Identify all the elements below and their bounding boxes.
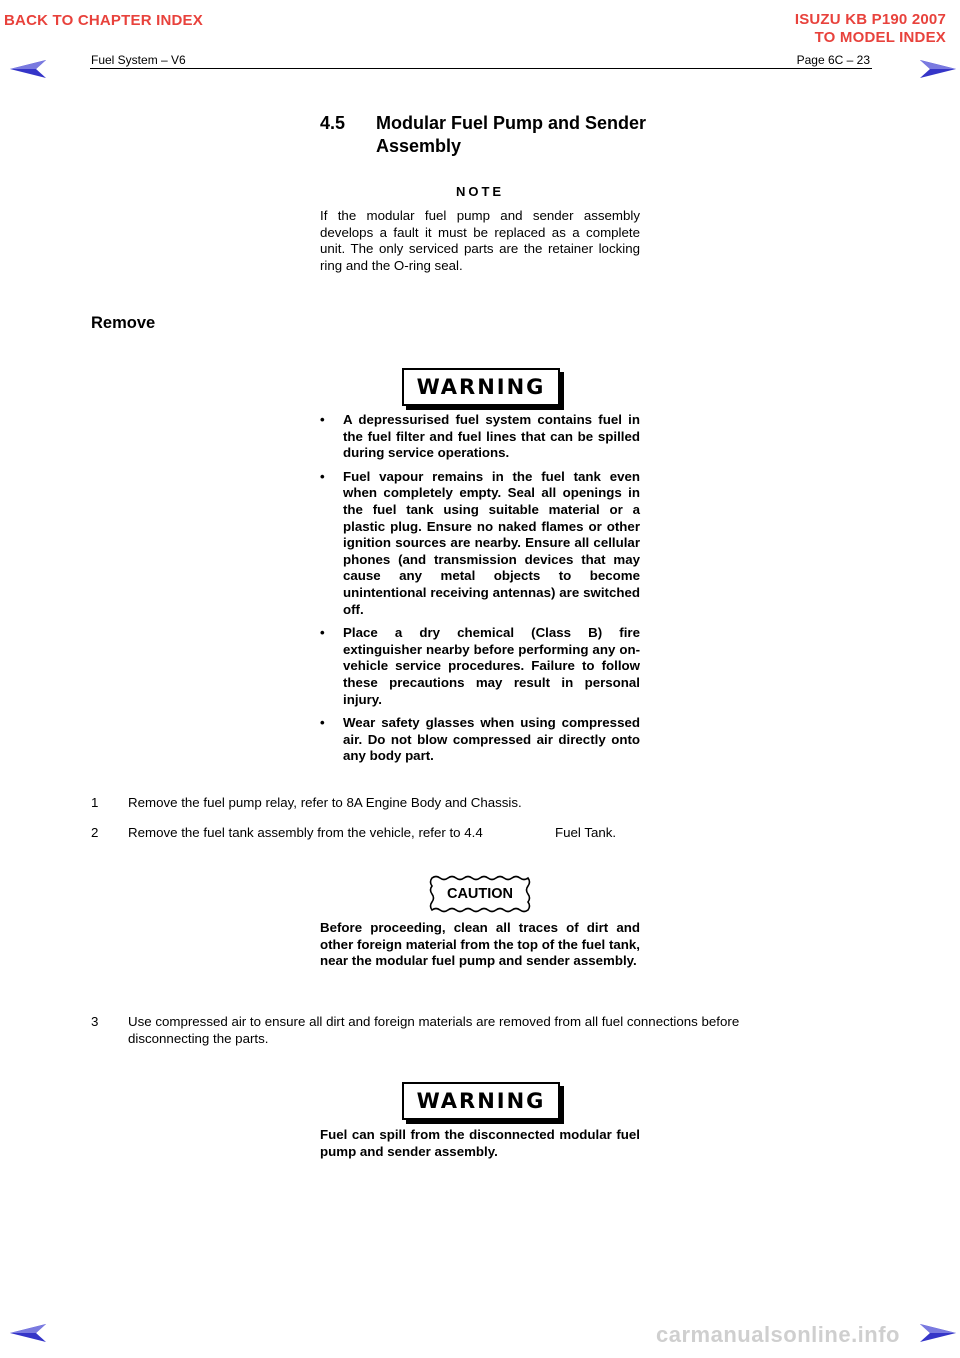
section-title-line2: Assembly xyxy=(376,136,462,156)
step-text xyxy=(128,1013,868,1047)
header-rule xyxy=(90,68,872,69)
step-text-reference: Fuel Tank. xyxy=(555,825,617,840)
section-title-line1: Modular Fuel Pump and Sender xyxy=(376,113,647,133)
model-title: ISUZU KB P190 2007 xyxy=(794,11,946,28)
caution-label: CAUTION xyxy=(446,886,514,902)
back-to-chapter-index-link[interactable]: BACK TO CHAPTER INDEX xyxy=(4,12,203,29)
list-item xyxy=(320,625,640,708)
prev-page-arrow-icon-bottom[interactable] xyxy=(8,1322,48,1344)
step-text: Remove the fuel tank assembly from the vehicle, refer to 4.4 xyxy=(128,825,483,840)
step-number: 3 xyxy=(91,1014,99,1029)
bullet-icon: • xyxy=(320,625,325,641)
warning-badge: WARNING xyxy=(402,368,560,406)
warning-bullet-list xyxy=(320,412,640,772)
watermark: carmanualsonline.info xyxy=(656,1322,900,1347)
bullet-text: A depressurised fuel system contains fuel in the fuel filter and fuel lines that can be spilled during service operations. xyxy=(343,412,640,461)
to-model-index-label: TO MODEL INDEX xyxy=(814,29,946,46)
step-number: 1 xyxy=(91,795,99,810)
bullet-icon: • xyxy=(320,412,325,427)
caution-badge xyxy=(428,874,532,914)
next-page-arrow-icon[interactable] xyxy=(918,58,958,80)
model-index-link[interactable] xyxy=(795,11,946,47)
step-number: 2 xyxy=(91,825,99,840)
bullet-text: Fuel vapour remains in the fuel tank even when completely empty. Seal all openings in the fuel tank using suitable material or a plastic plug. Ensure no naked flames or other ignition sources are nearby. Ensure all cellular phones (and transmission devices that may cause any metal objects to become unintentional receiving antennas) are switched off. xyxy=(343,468,640,617)
section-header: Fuel System – V6 xyxy=(91,53,186,67)
page-number: Page 6C – 23 xyxy=(796,53,870,67)
remove-heading: Remove xyxy=(91,314,156,332)
step-text: Remove the fuel pump relay, refer to 8A Engine Body and Chassis. xyxy=(128,795,522,810)
bullet-text: Place a dry chemical (Class B) fire extinguisher nearby before performing any on-vehicle service procedures. Failure to follow these precautions may result in personal injury. xyxy=(343,625,640,707)
bullet-text: Wear safety glasses when using compressed air. Do not blow compressed air directly onto any body part. xyxy=(343,715,640,764)
warning-2-text: Fuel can spill from the disconnected modular fuel pump and sender assembly. xyxy=(320,1127,640,1159)
prev-page-arrow-icon[interactable] xyxy=(8,58,48,80)
step-text-line1: Use compressed air to ensure all dirt and foreign materials are removed from all fuel connections before xyxy=(128,1014,740,1029)
list-item xyxy=(320,469,640,618)
bullet-icon: • xyxy=(320,715,325,731)
section-number: 4.5 xyxy=(320,113,346,133)
note-label: NOTE xyxy=(455,184,505,199)
warning-badge-2: WARNING xyxy=(402,1082,560,1120)
list-item xyxy=(320,412,640,462)
note-text: If the modular fuel pump and sender assembly develops a fault it must be replaced as a complete unit. The only serviced parts are the retainer locking ring and the O-ring seal. xyxy=(320,208,640,273)
caution-text: Before proceeding, clean all traces of dirt and other foreign material from the top of the fuel tank, near the modular fuel pump and sender assembly. xyxy=(320,920,640,969)
list-item xyxy=(320,715,640,765)
bullet-icon: • xyxy=(320,468,325,484)
section-title xyxy=(320,112,646,158)
step-text-line2: disconnecting the parts. xyxy=(128,1031,269,1046)
next-page-arrow-icon-bottom[interactable] xyxy=(918,1322,958,1344)
